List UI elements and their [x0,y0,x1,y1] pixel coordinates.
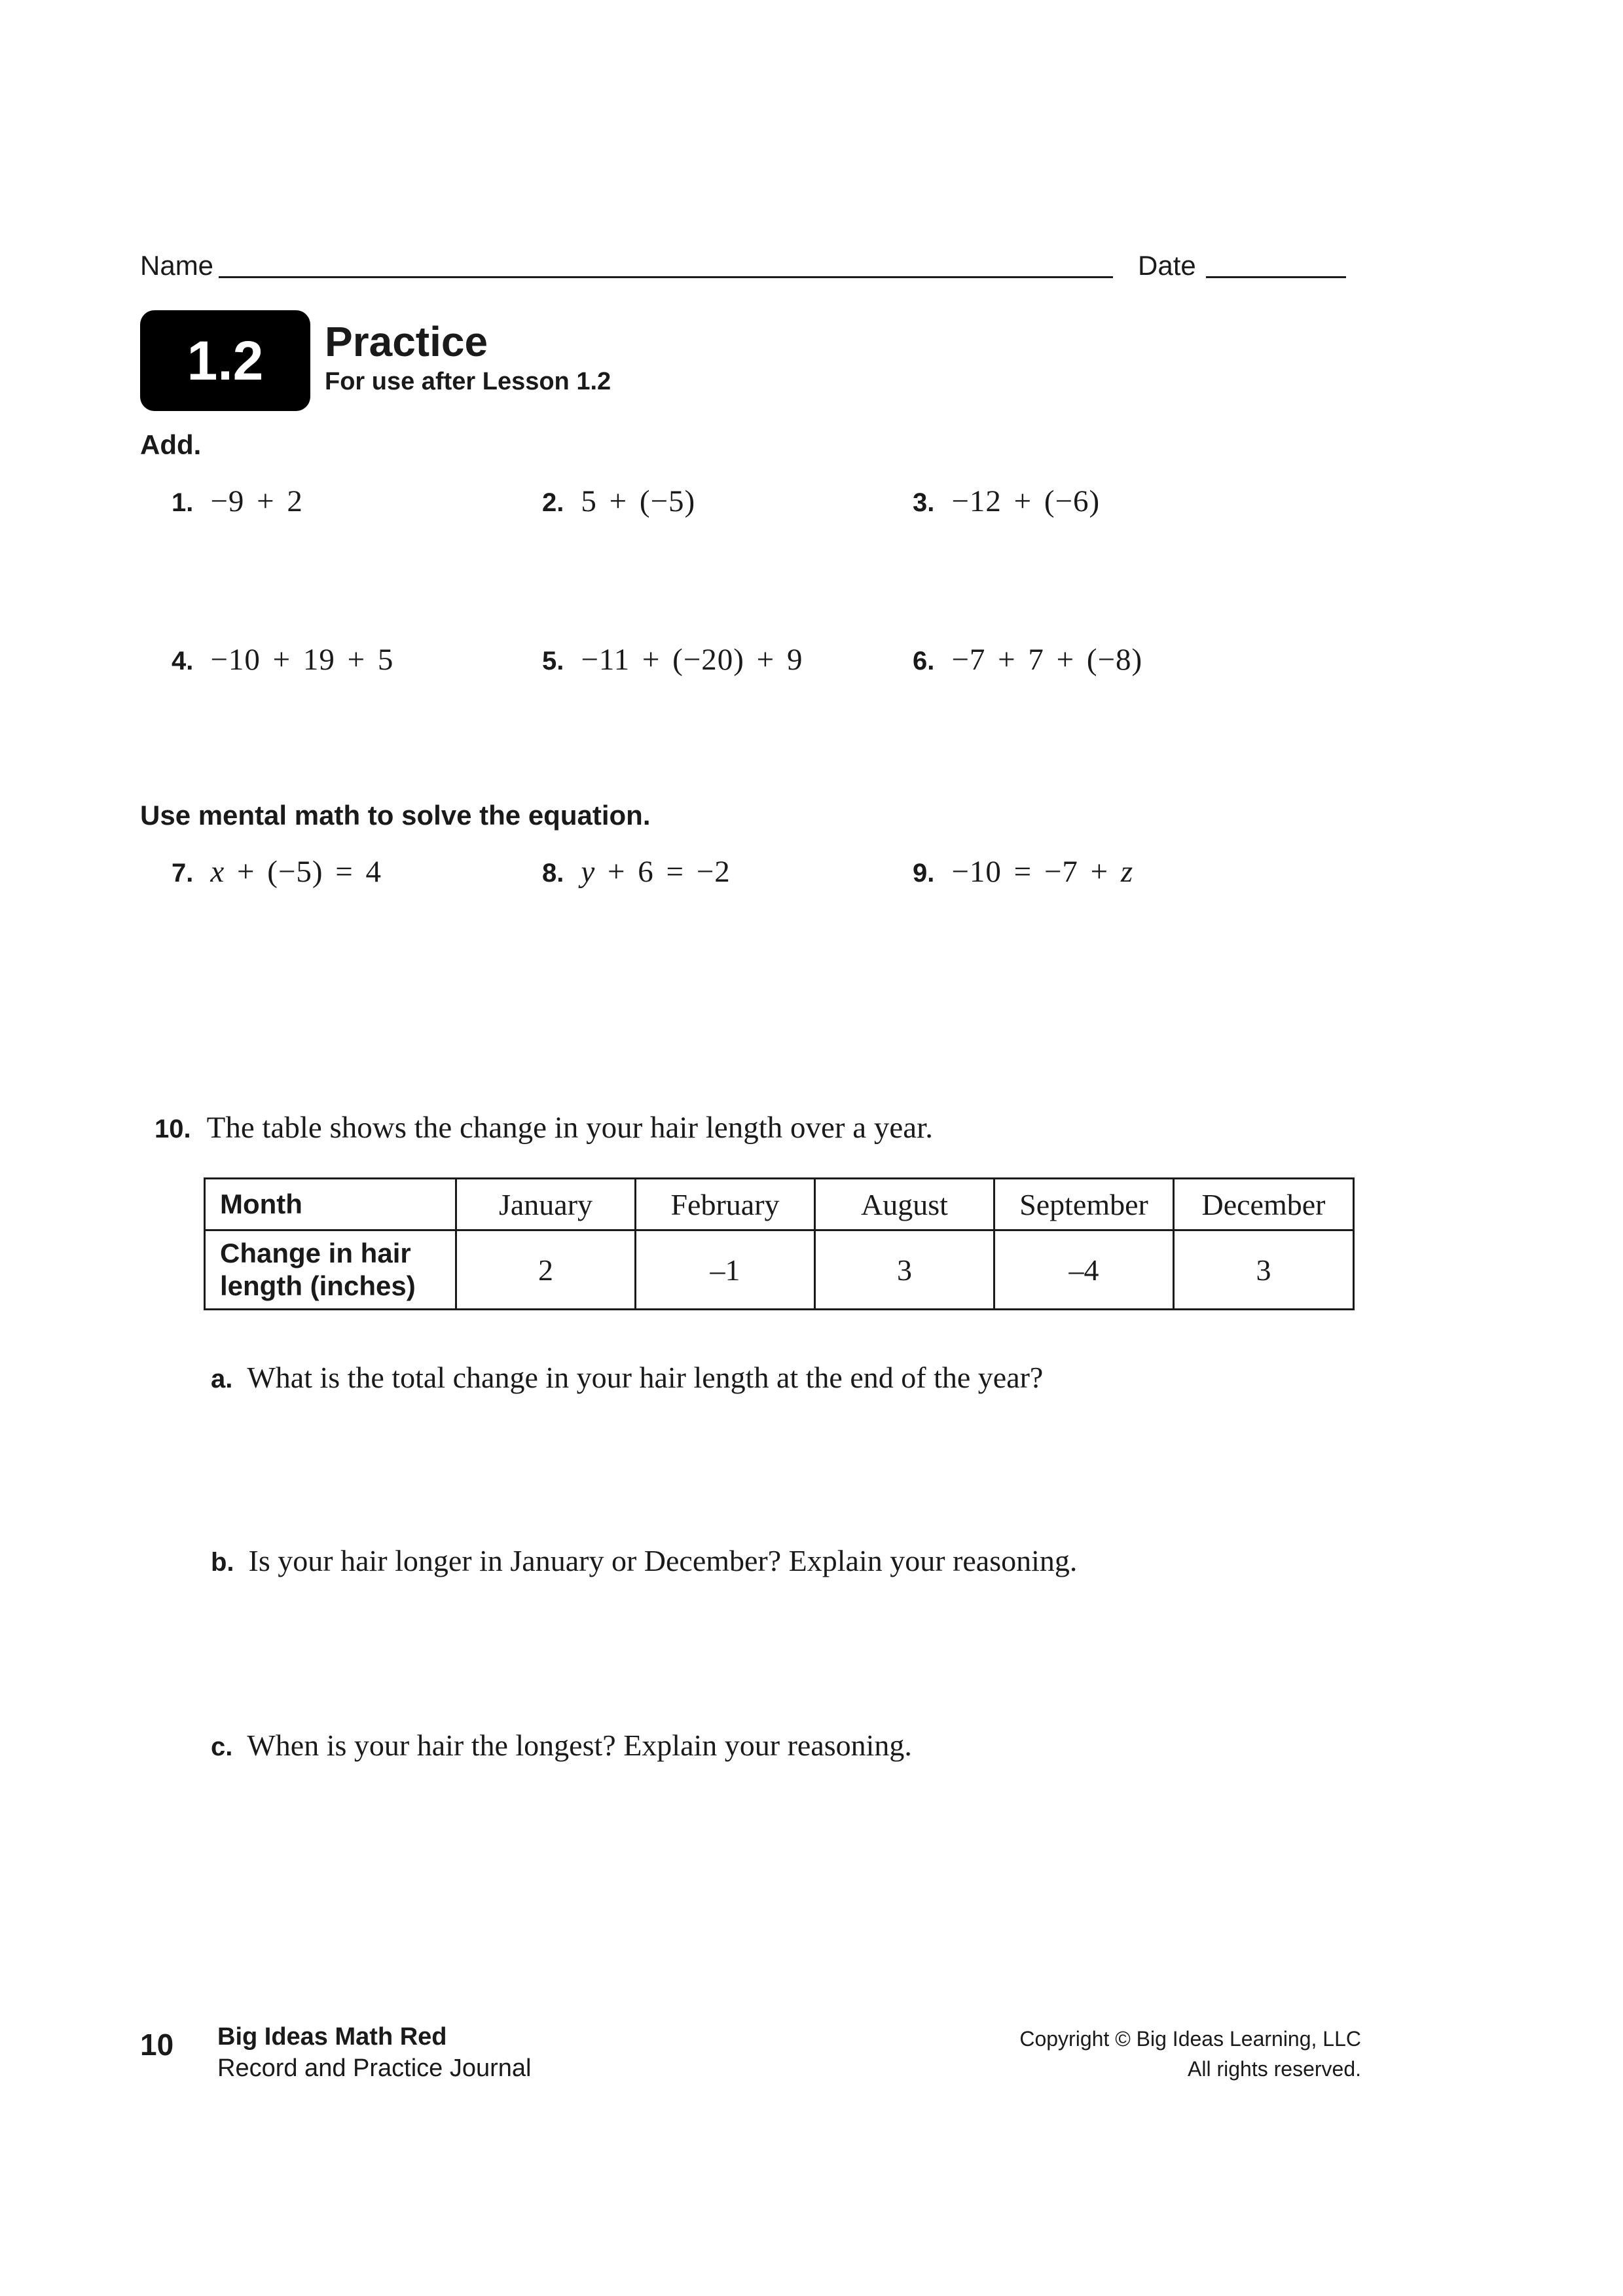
row-header-line-1: Change in hair [220,1238,411,1268]
section-heading-add: Add. [140,429,202,460]
variable-x: x [210,855,225,889]
problem-number: 2. [542,488,564,517]
question-10a [211,1356,1043,1400]
problem-number: 3. [913,488,935,517]
page-title: Practice [325,318,488,365]
problem-expression: + 6 = −2 [595,855,731,889]
lesson-badge: 1.2 [140,310,310,411]
page-number: 10 [140,2028,174,2062]
copyright-line: Copyright © Big Ideas Learning, LLC [1019,2027,1361,2051]
table-cell-change: 3 [815,1230,994,1310]
problem-expression: −10 + 19 + 5 [210,643,394,677]
copyright [1019,2024,1361,2084]
table-cell-month: January [456,1179,636,1230]
part-text: What is the total change in your hair length at the end of the year? [247,1361,1044,1394]
problem-number: 6. [913,647,935,675]
table-row-header-month: Month [205,1179,456,1230]
name-label: Name [140,250,214,281]
table-cell-month: August [815,1179,994,1230]
part-text: Is your hair longer in January or December? Explain your reasoning. [248,1544,1078,1577]
problem-number: 9. [913,859,935,888]
part-letter: a. [211,1365,233,1393]
date-field[interactable] [1206,276,1346,278]
table-cell-change: 3 [1174,1230,1354,1310]
book-subtitle: Record and Practice Journal [217,2054,532,2082]
table-cell-change: –1 [636,1230,815,1310]
rights-line: All rights reserved. [1188,2057,1361,2081]
question-text: The table shows the change in your hair length over a year. [206,1111,933,1145]
problem-expression: 5 + (−5) [581,484,696,518]
table-cell-change: 2 [456,1230,636,1310]
page-subtitle: For use after Lesson 1.2 [325,368,611,395]
book-title: Big Ideas Math Red [217,2023,447,2051]
problem-number: 5. [542,647,564,675]
problem-expression: −9 + 2 [210,484,303,518]
problem-7 [172,848,382,896]
question-number: 10. [155,1115,191,1143]
problem-number: 4. [172,647,194,675]
table-row [205,1179,1354,1230]
problem-6 [913,636,1142,684]
section-heading-mental-math: Use mental math to solve the equation. [140,800,651,831]
part-letter: b. [211,1548,234,1577]
problem-3 [913,478,1100,526]
table-row-header-change [205,1230,456,1310]
table-cell-month: December [1174,1179,1354,1230]
table-cell-month: February [636,1179,815,1230]
problem-number: 1. [172,488,194,517]
table-cell-month: September [994,1179,1174,1230]
row-header-line-2: length (inches) [220,1270,416,1301]
question-10b [211,1539,1077,1583]
part-text: When is your hair the longest? Explain your reasoning. [247,1729,912,1762]
problem-8 [542,848,731,896]
problem-5 [542,636,803,684]
part-letter: c. [211,1732,233,1761]
name-field[interactable] [219,276,1113,278]
problem-number: 8. [542,859,564,888]
problem-expression: −10 = −7 + [951,855,1121,889]
problem-expression: −12 + (−6) [951,484,1101,518]
problem-4 [172,636,393,684]
variable-y: y [581,855,596,889]
date-label: Date [1138,250,1196,281]
question-10c [211,1724,912,1768]
problem-expression: + (−5) = 4 [225,855,382,889]
question-10 [155,1106,933,1150]
problem-2 [542,478,695,526]
problem-1 [172,478,303,526]
table-row [205,1230,1354,1310]
problem-number: 7. [172,859,194,888]
hair-length-table [204,1177,1355,1310]
table-cell-change: –4 [994,1230,1174,1310]
problem-expression: −11 + (−20) + 9 [581,643,803,677]
problem-expression: −7 + 7 + (−8) [951,643,1143,677]
book-info [217,2021,531,2084]
variable-z: z [1120,855,1134,889]
problem-9 [913,848,1133,896]
